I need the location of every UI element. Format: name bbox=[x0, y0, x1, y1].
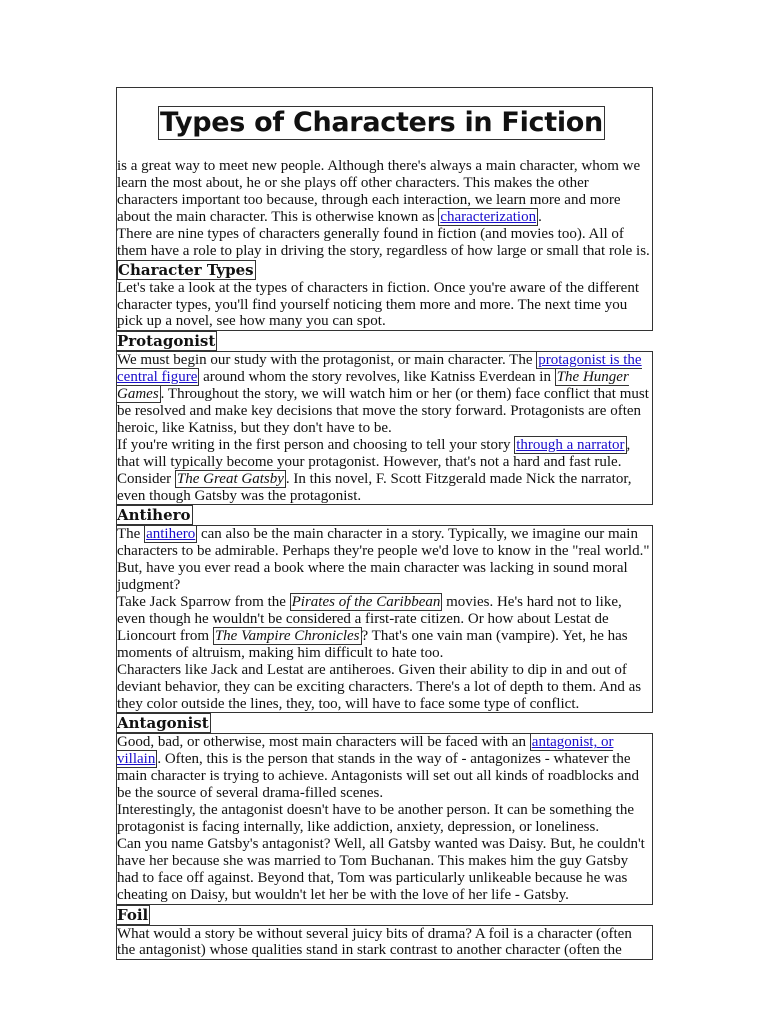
antagonist-paragraph-3: Can you name Gatsby's antagonist? Well, all Gatsby wanted was Daisy. But, he couldn't have her because she was married to Tom Buchanan. This makes him the guy Gatsby had to face off against. Beyond that, Tom was particularly unlikeable because he was cheating on Daisy, but wouldn't let her be with the love of her life - Gatsby. bbox=[117, 835, 645, 903]
great-gatsby-title: The Great Gatsby bbox=[176, 470, 284, 487]
foil-paragraph-1: What would a story be without several juicy bits of drama? A foil is a character (often the antagonist) whose qualities stand in stark contrast to another character (often the bbox=[117, 925, 632, 959]
foil-section bbox=[116, 925, 653, 961]
antagonist-link[interactable]: antagonist, or villain bbox=[117, 734, 614, 768]
article bbox=[116, 87, 653, 960]
antihero-paragraph-1: The antihero can also be the main character in a story. Typically, we imagine our main characters to be admirable. Perhaps they're people we'd love to know in the "real world." But, have you ever read a book where the main character was lacking in sound moral judgment? bbox=[117, 526, 650, 594]
character-types-heading: Character Types bbox=[118, 260, 254, 279]
antagonist-section bbox=[116, 733, 653, 904]
hunger-games-title: The Hunger Games bbox=[117, 369, 629, 403]
narrator-link[interactable]: through a narrator bbox=[516, 436, 625, 453]
protagonist-paragraph-1: We must begin our study with the protagonist, or main character. The protagonist is the central figure around whom the story revolves, like Katniss Everdean in The Hunger Games . Throughout the story, we will watch him or her (or them) face conflict that must be resolved and make key decisions that move the story forward. Protagonists are often heroic, like Katniss, but they don't have to be. bbox=[117, 352, 649, 436]
antihero-paragraph-2: Take Jack Sparrow from the Pirates of the Caribbean movies. He's hard not to like, even though he wouldn't be considered a first-rate citizen. Or how about Lestat de Lioncourt from The Vampire Chronicles ? That's one vain man (vampire). Yet, he has moments of altruism, making him difficult to hate too. bbox=[117, 594, 628, 661]
character-types-paragraph: Let's take a look at the types of characters in fiction. Once you're aware of the different character types, you'll find yourself noticing them more and more. The next time you pick up a novel, see how many you can spot. bbox=[117, 279, 639, 330]
antagonist-paragraph-1: Good, bad, or otherwise, most main characters will be faced with an antagonist, or villain . Often, this is the person that stands in the way of - antagonizes - whatever the main character is trying to achieve. Antagonists will set out all kinds of roadblocks and be the source of several drama-filled scenes. bbox=[117, 734, 639, 802]
intro-section bbox=[116, 87, 653, 331]
vampire-chronicles-title: The Vampire Chronicles bbox=[214, 627, 360, 644]
antihero-paragraph-3: Characters like Jack and Lestat are antiheroes. Given their ability to dip in and out of deviant behavior, they can be exciting characters. There's a lot of depth to them. And as they color outside the lines, they, too, will have to face some type of conflict. bbox=[117, 661, 642, 712]
protagonist-section bbox=[116, 351, 653, 505]
antihero-heading: Antihero bbox=[117, 506, 191, 525]
protagonist-heading: Protagonist bbox=[117, 332, 216, 351]
pirates-title: Pirates of the Caribbean bbox=[291, 594, 441, 611]
page-title: Types of Characters in Fiction bbox=[160, 107, 603, 139]
antagonist-paragraph-2: Interestingly, the antagonist doesn't have to be another person. It can be something the protagonist is facing internally, like addiction, anxiety, depression, or loneliness. bbox=[117, 802, 635, 835]
protagonist-paragraph-2: If you're writing in the first person and choosing to tell your story through a narrator , that will typically become your protagonist. However, that's not a hard and fast rule. Consider The Great Gatsby . In this novel, F. Scott Fitzgerald made Nick the narrator, even though Gatsby was the protagonist. bbox=[117, 436, 632, 504]
protagonist-link[interactable]: protagonist is the central figure bbox=[117, 352, 642, 386]
foil-heading: Foil bbox=[117, 905, 149, 924]
antagonist-heading: Antagonist bbox=[117, 714, 209, 733]
antihero-section bbox=[116, 525, 653, 713]
antihero-link[interactable]: antihero bbox=[146, 526, 196, 543]
intro-paragraph: is a great way to meet new people. Although there's always a main character, whom we learn the most about, he or she plays off other characters. This makes the other characters important too because, through each interaction, we learn more and more about the main character. This is otherwise known as characterization . bbox=[117, 158, 641, 225]
characterization-link[interactable]: characterization bbox=[440, 208, 537, 225]
intro-paragraph-2: There are nine types of characters generally found in fiction (and movies too). All of them have a role to play in driving the story, regardless of how large or small that role is. bbox=[117, 225, 650, 259]
